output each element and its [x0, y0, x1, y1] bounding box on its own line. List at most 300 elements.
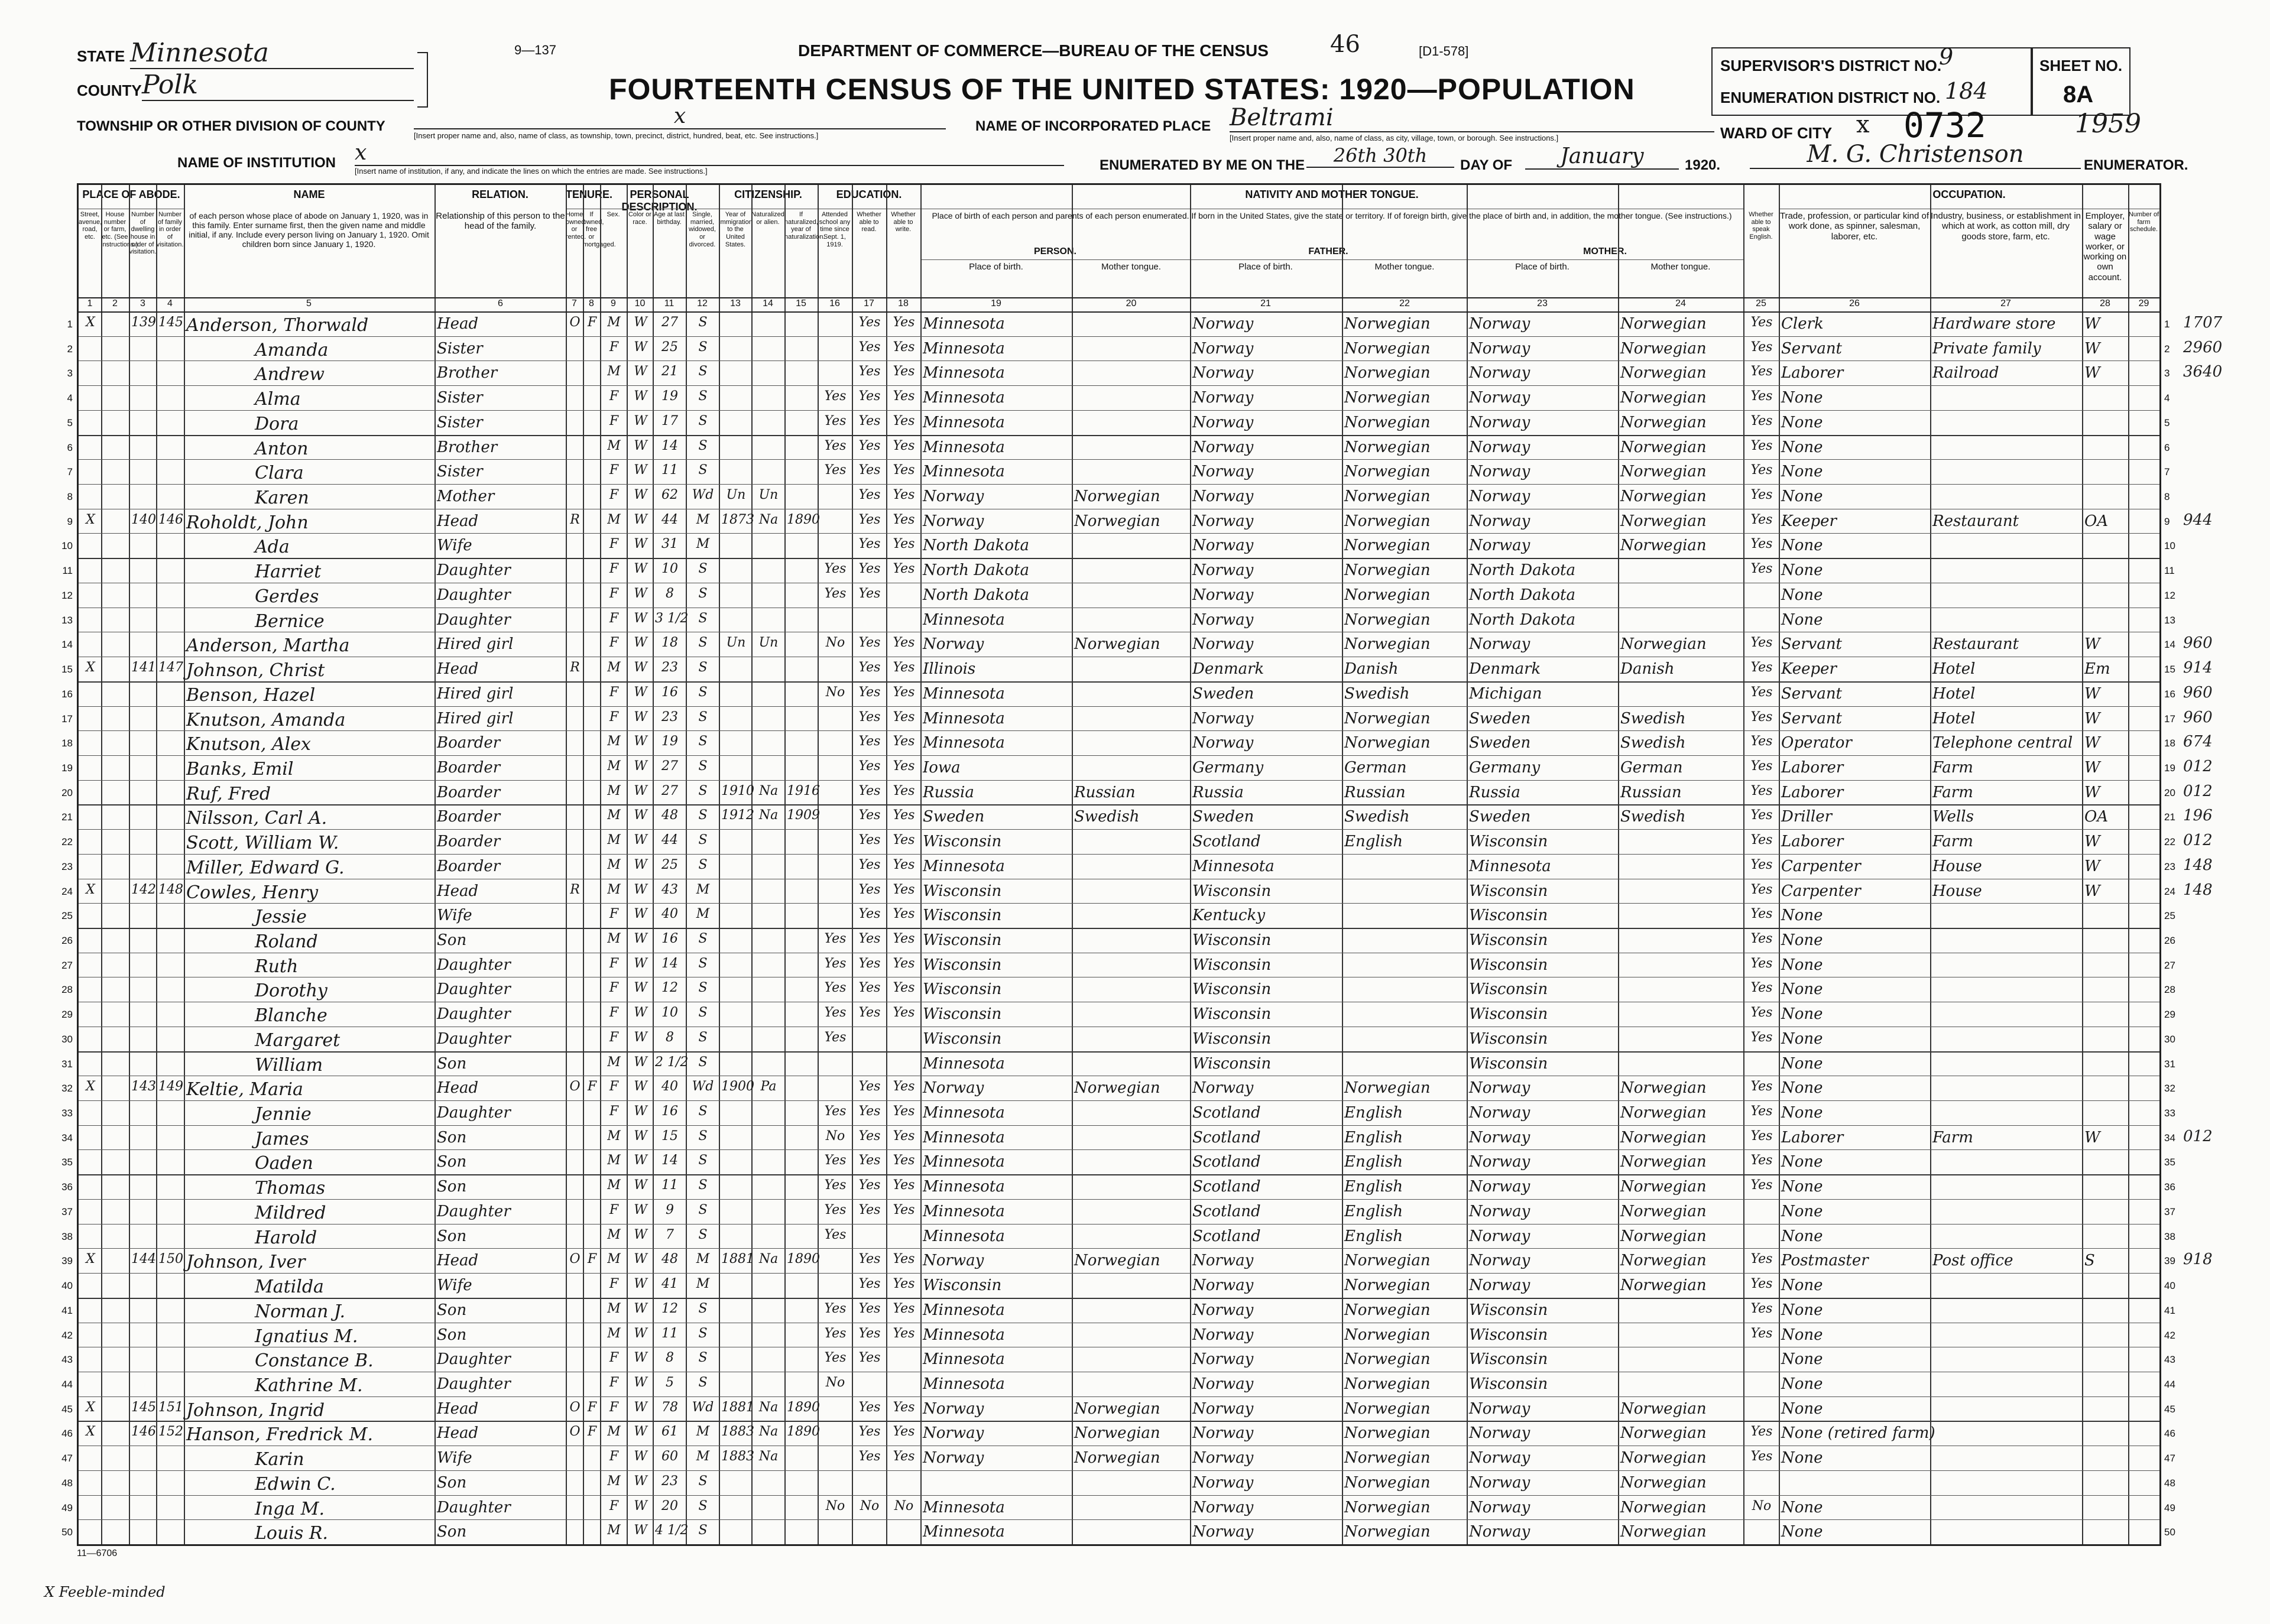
institution-value: x — [355, 141, 1064, 166]
cell-pob: Norway — [923, 512, 984, 530]
cell-trade: None — [1781, 1498, 1823, 1516]
column-number-4: 4 — [167, 298, 173, 308]
row-group-divider — [79, 558, 2159, 559]
cell-age: 23 — [661, 1473, 678, 1489]
cell-ind: Farm — [1932, 1128, 1973, 1146]
township-label: TOWNSHIP OR OTHER DIVISION OF COUNTY — [77, 118, 385, 134]
cell-ms: S — [698, 1029, 708, 1045]
cell-mpob: Norway — [1469, 1128, 1530, 1146]
cell-name: James — [255, 1128, 309, 1149]
cell-pob: Norway — [923, 1079, 984, 1097]
cell-ind: Hotel — [1932, 684, 1976, 703]
margin-code: 012 — [2183, 1127, 2213, 1145]
cell-age: 25 — [661, 857, 678, 872]
line-number-right: 42 — [2164, 1329, 2175, 1341]
subgroup-heading-person: PERSON. — [1033, 246, 1076, 256]
cell-age: 9 — [666, 1202, 674, 1217]
cell-name: Jennie — [255, 1104, 312, 1125]
column-heading-29: Number of farm schedule. — [2128, 211, 2159, 233]
line-number-right: 39 — [2164, 1255, 2175, 1267]
cell-c13: Un — [726, 488, 746, 503]
line-number-right: 23 — [2164, 860, 2175, 872]
cell-ms: S — [698, 734, 708, 749]
cell-c13: 1881 — [721, 1399, 754, 1415]
column-divider — [886, 185, 887, 1544]
line-number-right: 49 — [2164, 1502, 2175, 1513]
cell-c8: F — [587, 1079, 597, 1094]
cell-race: W — [634, 389, 647, 404]
cell-c18: Yes — [893, 808, 915, 823]
margin-code: 012 — [2183, 832, 2213, 850]
row-divider — [79, 1396, 2159, 1397]
line-number-right: 30 — [2164, 1033, 2175, 1045]
column-number-26: 26 — [1849, 298, 1860, 308]
cell-c17: Yes — [858, 1005, 881, 1021]
cell-trade: Laborer — [1781, 1128, 1844, 1146]
cell-sex: F — [609, 1375, 619, 1390]
row-divider — [79, 706, 2159, 707]
cell-fpob: Norway — [1192, 512, 1254, 530]
cell-rel: Sister — [437, 413, 483, 431]
cell-eng: Yes — [1750, 537, 1773, 552]
column-divider — [920, 185, 922, 1544]
line-number-right: 45 — [2164, 1403, 2175, 1415]
cell-cls: W — [2084, 882, 2100, 900]
cell-mt: Norwegian — [1074, 488, 1160, 506]
line-number-right: 16 — [2164, 688, 2175, 700]
cell-eng: Yes — [1750, 1104, 1773, 1119]
cell-c18: Yes — [893, 438, 915, 453]
cell-c17: Yes — [858, 1104, 881, 1119]
cell-mmt: Norwegian — [1620, 1473, 1707, 1492]
cell-name: Ignatius M. — [255, 1326, 358, 1347]
cell-trade: None — [1781, 931, 1823, 949]
cell-name: Ruf, Fred — [186, 783, 271, 804]
cell-pob: Wisconsin — [923, 1277, 1002, 1295]
enumeration-value: 184 — [1945, 78, 1988, 104]
cell-race: W — [634, 1375, 647, 1390]
cell-c13: 1873 — [721, 512, 754, 527]
cell-fmt: Swedish — [1344, 684, 1410, 703]
cell-age: 11 — [661, 1178, 678, 1193]
cell-cls: S — [2084, 1252, 2095, 1270]
line-number-right: 38 — [2164, 1230, 2175, 1242]
cell-trade: Laborer — [1781, 758, 1844, 777]
cell-fpob: Norway — [1192, 734, 1254, 752]
line-number-left: 9 — [67, 515, 73, 527]
cell-sex: F — [609, 1104, 619, 1119]
margin-code: 960 — [2183, 634, 2213, 652]
cell-mpob: Wisconsin — [1469, 833, 1548, 851]
column-number-27: 27 — [2000, 298, 2011, 308]
cell-rel: Daughter — [437, 1375, 511, 1393]
cell-fmt: Norwegian — [1344, 1277, 1431, 1295]
cell-rel: Daughter — [437, 586, 511, 604]
cell-mt: Swedish — [1074, 808, 1140, 826]
cell-mmt: Swedish — [1620, 734, 1686, 752]
cell-eng: Yes — [1750, 734, 1773, 749]
cell-ms: S — [698, 1350, 708, 1366]
cell-c14: Un — [758, 488, 779, 503]
cell-age: 8 — [666, 1029, 674, 1045]
cell-eng: Yes — [1750, 1178, 1773, 1193]
cell-race: W — [634, 907, 647, 922]
row-divider — [79, 1273, 2159, 1274]
row-divider — [79, 1199, 2159, 1200]
column-heading-25: Whether able to speak English. — [1749, 211, 1773, 241]
cell-eng: Yes — [1750, 339, 1773, 355]
cell-sex: M — [607, 1424, 621, 1440]
line-number-right: 37 — [2164, 1206, 2175, 1217]
cell-rel: Son — [437, 1227, 467, 1245]
column-heading-13: Year of immigration to the United States. — [719, 211, 753, 248]
day-of-label: DAY OF — [1460, 157, 1513, 173]
cell-sex: M — [607, 783, 621, 798]
cell-ind: Farm — [1932, 833, 1973, 851]
cell-fpob: Russia — [1192, 783, 1244, 801]
cell-age: 17 — [661, 413, 678, 428]
cell-eng: Yes — [1750, 660, 1773, 675]
cell-rel: Daughter — [437, 1104, 511, 1122]
line-number-left: 33 — [61, 1107, 73, 1119]
row-divider — [79, 903, 2159, 904]
cell-cls: W — [2084, 709, 2100, 727]
cell-c1: X — [86, 1399, 95, 1415]
cell-pob: North Dakota — [923, 561, 1029, 580]
line-number-right: 10 — [2164, 540, 2175, 552]
cell-ms: S — [698, 1523, 708, 1538]
cell-race: W — [634, 1498, 647, 1513]
cell-c16: Yes — [824, 1153, 847, 1168]
cell-trade: None — [1781, 413, 1823, 431]
supervisor-label: SUPERVISOR'S DISTRICT NO. — [1720, 57, 1942, 74]
cell-c13: Un — [726, 635, 746, 651]
enumerator-name: M. G. Christenson — [1750, 141, 2081, 169]
cell-c17: Yes — [858, 833, 881, 848]
cell-fpob: Denmark — [1192, 660, 1264, 678]
cell-fpob: Norway — [1192, 1523, 1254, 1541]
cell-c17: Yes — [858, 463, 881, 478]
cell-trade: None — [1781, 1202, 1823, 1220]
cell-c7: R — [570, 660, 580, 675]
cell-fmt: Norwegian — [1344, 463, 1431, 481]
cell-ind: Wells — [1932, 808, 1974, 826]
column-divider — [2082, 185, 2083, 1544]
margin-code: 914 — [2183, 659, 2213, 677]
cell-c14: Na — [758, 808, 779, 823]
group-heading-personal: PERSONAL DESCRIPTION. — [621, 189, 698, 213]
column-heading-2: House number or farm, etc. (See instructions.) — [101, 211, 138, 248]
column-heading-22: Mother tongue. — [1374, 262, 1435, 272]
line-number-left: 27 — [61, 959, 73, 971]
cell-name: Roland — [255, 931, 318, 952]
margin-code: 196 — [2183, 807, 2213, 825]
cell-pob: Minnesota — [923, 315, 1005, 333]
cell-mmt: Norwegian — [1620, 1178, 1707, 1196]
cell-c18: Yes — [893, 783, 915, 798]
cell-ms: S — [698, 610, 708, 626]
cell-eng: Yes — [1750, 561, 1773, 577]
cell-c15: 1890 — [787, 1252, 820, 1267]
cell-mmt: Swedish — [1620, 709, 1686, 727]
cell-pob: Wisconsin — [923, 980, 1002, 999]
cell-fmt: Norwegian — [1344, 413, 1431, 431]
cell-age: 16 — [661, 931, 678, 946]
line-number-left: 13 — [61, 614, 73, 626]
cell-fpob: Norway — [1192, 1375, 1254, 1393]
department-title: DEPARTMENT OF COMMERCE—BUREAU OF THE CENSUS — [798, 41, 1269, 60]
cell-mpob: Norway — [1469, 1473, 1530, 1492]
cell-age: 3 1/2 — [655, 610, 689, 626]
cell-c18: Yes — [893, 1202, 915, 1217]
sheet-label: SHEET NO. — [2039, 57, 2123, 74]
column-heading-18: Whether able to write. — [891, 211, 916, 233]
cell-age: 44 — [661, 512, 678, 527]
cell-rel: Head — [437, 1424, 479, 1443]
cell-c18: Yes — [893, 364, 915, 379]
cell-age: 7 — [666, 1227, 674, 1242]
cell-sex: M — [607, 808, 621, 823]
cell-name: Scott, William W. — [186, 833, 339, 854]
cell-c1: X — [86, 882, 95, 897]
cell-rel: Son — [437, 1178, 467, 1196]
cell-trade: None — [1781, 1153, 1823, 1171]
cell-c17: Yes — [858, 586, 881, 601]
cell-age: 62 — [661, 488, 678, 503]
margin-code: 012 — [2183, 757, 2213, 775]
cell-pob: Norway — [923, 1424, 984, 1443]
group-heading-relation: RELATION. — [472, 189, 528, 200]
cell-ms: S — [698, 364, 708, 379]
subgroup-underline — [920, 259, 1190, 260]
cell-ms: S — [698, 1104, 708, 1119]
cell-age: 61 — [661, 1424, 678, 1440]
cell-age: 10 — [661, 1005, 678, 1021]
cell-pob: Wisconsin — [923, 833, 1002, 851]
cell-name: Johnson, Christ — [186, 660, 325, 681]
cell-c15: 1909 — [787, 808, 820, 823]
cell-rel: Wife — [437, 907, 472, 925]
line-number-right: 21 — [2164, 811, 2175, 823]
cell-fmt: English — [1344, 833, 1403, 851]
census-table — [61, 183, 2223, 1546]
cell-sex: F — [609, 561, 619, 577]
cell-c18: Yes — [893, 339, 915, 355]
line-number-right: 22 — [2164, 836, 2175, 848]
cell-ms: S — [698, 389, 708, 404]
cell-ind: House — [1932, 857, 1982, 875]
cell-c17: Yes — [858, 1252, 881, 1267]
state-value: Minnesota — [130, 38, 414, 69]
cell-age: 5 — [666, 1375, 674, 1390]
column-heading-7: Home owned or rented. — [566, 211, 586, 241]
cell-fpob: Norway — [1192, 1424, 1254, 1443]
cell-eng: Yes — [1750, 1449, 1773, 1464]
cell-rel: Head — [437, 660, 479, 678]
cell-pob: Sweden — [923, 808, 985, 826]
cell-cls: W — [2084, 833, 2100, 851]
cell-mpob: North Dakota — [1469, 610, 1575, 629]
cell-age: 4 1/2 — [655, 1523, 689, 1538]
cell-c17: Yes — [858, 1399, 881, 1415]
cell-mmt: Norwegian — [1620, 1153, 1707, 1171]
cell-sex: M — [607, 364, 621, 379]
line-number-right: 40 — [2164, 1280, 2175, 1292]
cell-ms: M — [696, 1277, 710, 1292]
line-number-left: 28 — [61, 984, 73, 996]
line-number-left: 15 — [61, 664, 73, 675]
cell-rel: Head — [437, 512, 479, 530]
cell-race: W — [634, 980, 647, 996]
cell-rel: Head — [437, 315, 479, 333]
line-number-right: 12 — [2164, 589, 2175, 601]
cell-trade: None — [1781, 1277, 1823, 1295]
cell-trade: Laborer — [1781, 364, 1844, 382]
cell-ms: Wd — [692, 488, 714, 503]
cell-rel: Boarder — [437, 734, 501, 752]
cell-cls: W — [2084, 339, 2100, 358]
column-heading-9: Sex. — [607, 211, 620, 218]
line-number-right: 35 — [2164, 1157, 2175, 1168]
cell-ms: Wd — [692, 1079, 714, 1094]
cell-mmt: Norwegian — [1620, 463, 1707, 481]
row-divider — [79, 854, 2159, 855]
cell-trade: None — [1781, 1054, 1823, 1073]
cell-mpob: Norway — [1469, 1399, 1530, 1418]
cell-c17: Yes — [858, 1301, 881, 1316]
cell-c7: O — [569, 1424, 581, 1440]
cell-mpob: Norway — [1469, 1178, 1530, 1196]
cell-mmt: Norwegian — [1620, 364, 1707, 382]
cell-cls: OA — [2084, 512, 2109, 530]
subgroup-heading-mother: MOTHER. — [1583, 246, 1627, 256]
sheet-value: 8A — [2063, 82, 2094, 108]
cell-pob: Minnesota — [923, 1375, 1005, 1393]
cell-cls: W — [2084, 364, 2100, 382]
row-divider — [79, 755, 2159, 756]
column-divider — [600, 185, 601, 1544]
cell-name: Louis R. — [255, 1523, 328, 1544]
cell-name: Inga M. — [255, 1498, 325, 1519]
group-heading-citizenship: CITIZENSHIP. — [734, 189, 802, 200]
cell-race: W — [634, 1202, 647, 1217]
line-number-left: 10 — [61, 540, 73, 552]
cell-fpob: Norway — [1192, 586, 1254, 604]
column-divider — [686, 185, 687, 1544]
cell-ms: S — [698, 660, 708, 675]
cell-mmt: Norwegian — [1620, 537, 1707, 555]
group-heading-tenure: TENURE. — [566, 189, 613, 200]
line-number-right: 8 — [2164, 491, 2170, 503]
cell-race: W — [634, 512, 647, 527]
cell-fpob: Wisconsin — [1192, 882, 1272, 900]
line-number-right: 18 — [2164, 738, 2175, 749]
cell-c4: 150 — [158, 1252, 183, 1267]
line-number-left: 48 — [61, 1477, 73, 1489]
cell-pob: Minnesota — [923, 709, 1005, 727]
line-number-left: 17 — [61, 713, 73, 725]
row-divider — [79, 1470, 2159, 1471]
cell-mpob: Norway — [1469, 339, 1530, 358]
cell-c18: Yes — [893, 1079, 915, 1094]
cell-c18: Yes — [893, 1277, 915, 1292]
cell-trade: None — [1781, 980, 1823, 999]
cell-rel: Daughter — [437, 1498, 511, 1516]
cell-age: 12 — [661, 980, 678, 996]
cell-cls: W — [2084, 684, 2100, 703]
column-number-19: 19 — [991, 298, 1001, 308]
cell-c18: Yes — [893, 537, 915, 552]
cell-mpob: Norway — [1469, 635, 1530, 654]
line-number-right: 7 — [2164, 466, 2170, 478]
cell-mmt: Norwegian — [1620, 315, 1707, 333]
column-divider — [101, 185, 102, 1544]
row-divider — [79, 1495, 2159, 1496]
cell-race: W — [634, 463, 647, 478]
line-number-left: 29 — [61, 1009, 73, 1021]
line-number-right: 33 — [2164, 1107, 2175, 1119]
cell-fpob: Norway — [1192, 1449, 1254, 1467]
cell-pob: Wisconsin — [923, 907, 1002, 925]
cell-name: Amanda — [255, 339, 329, 360]
line-number-left: 32 — [61, 1083, 73, 1094]
cell-trade: Clerk — [1781, 315, 1824, 333]
cell-c18: Yes — [893, 882, 915, 897]
cell-mpob: Norway — [1469, 389, 1530, 407]
column-heading-28: Employer, salary or wage worker, or working on own account. — [2083, 211, 2127, 282]
cell-rel: Wife — [437, 1277, 472, 1295]
cell-ms: S — [698, 783, 708, 798]
cell-c18: Yes — [893, 1399, 915, 1415]
cell-sex: M — [607, 1227, 621, 1242]
column-heading-27: Industry, business, or establishment in which at work, as cotton mill, dry goods store, farm, etc. — [1930, 211, 2081, 242]
cell-c4: 147 — [158, 660, 183, 675]
cell-fmt: Norwegian — [1344, 512, 1431, 530]
cell-pob: Minnesota — [923, 734, 1005, 752]
cell-age: 41 — [661, 1277, 678, 1292]
cell-c18: Yes — [893, 1178, 915, 1193]
cell-sex: F — [609, 1079, 619, 1094]
cell-trade: Keeper — [1781, 660, 1837, 678]
form-code: [D1-578] — [1419, 44, 1469, 59]
cell-race: W — [634, 660, 647, 675]
cell-name: Norman J. — [255, 1301, 346, 1322]
cell-c14: Un — [758, 635, 779, 651]
cell-race: W — [634, 1029, 647, 1045]
cell-c4: 145 — [158, 315, 183, 330]
cell-eng: Yes — [1750, 882, 1773, 897]
cell-rel: Boarder — [437, 833, 501, 851]
column-number-25: 25 — [1756, 298, 1766, 308]
cell-pob: Norway — [923, 635, 984, 654]
cell-fmt: Swedish — [1344, 808, 1410, 826]
cell-pob: Minnesota — [923, 1227, 1005, 1245]
cell-eng: Yes — [1750, 709, 1773, 725]
cell-pob: Minnesota — [923, 1523, 1005, 1541]
cell-age: 15 — [661, 1128, 678, 1144]
cell-sex: F — [609, 1498, 619, 1513]
cell-mmt: Norwegian — [1620, 1104, 1707, 1122]
cell-fpob: Norway — [1192, 389, 1254, 407]
cell-ms: S — [698, 956, 708, 971]
enumerated-label: ENUMERATED BY ME ON THE — [1100, 157, 1305, 173]
cell-pob: Minnesota — [923, 1301, 1005, 1319]
cell-c17: Yes — [858, 1350, 881, 1366]
cell-rel: Hired girl — [437, 635, 514, 654]
cell-ms: S — [698, 1326, 708, 1341]
cell-fpob: Sweden — [1192, 684, 1254, 703]
enumerated-day: 26th 30th — [1306, 144, 1454, 168]
